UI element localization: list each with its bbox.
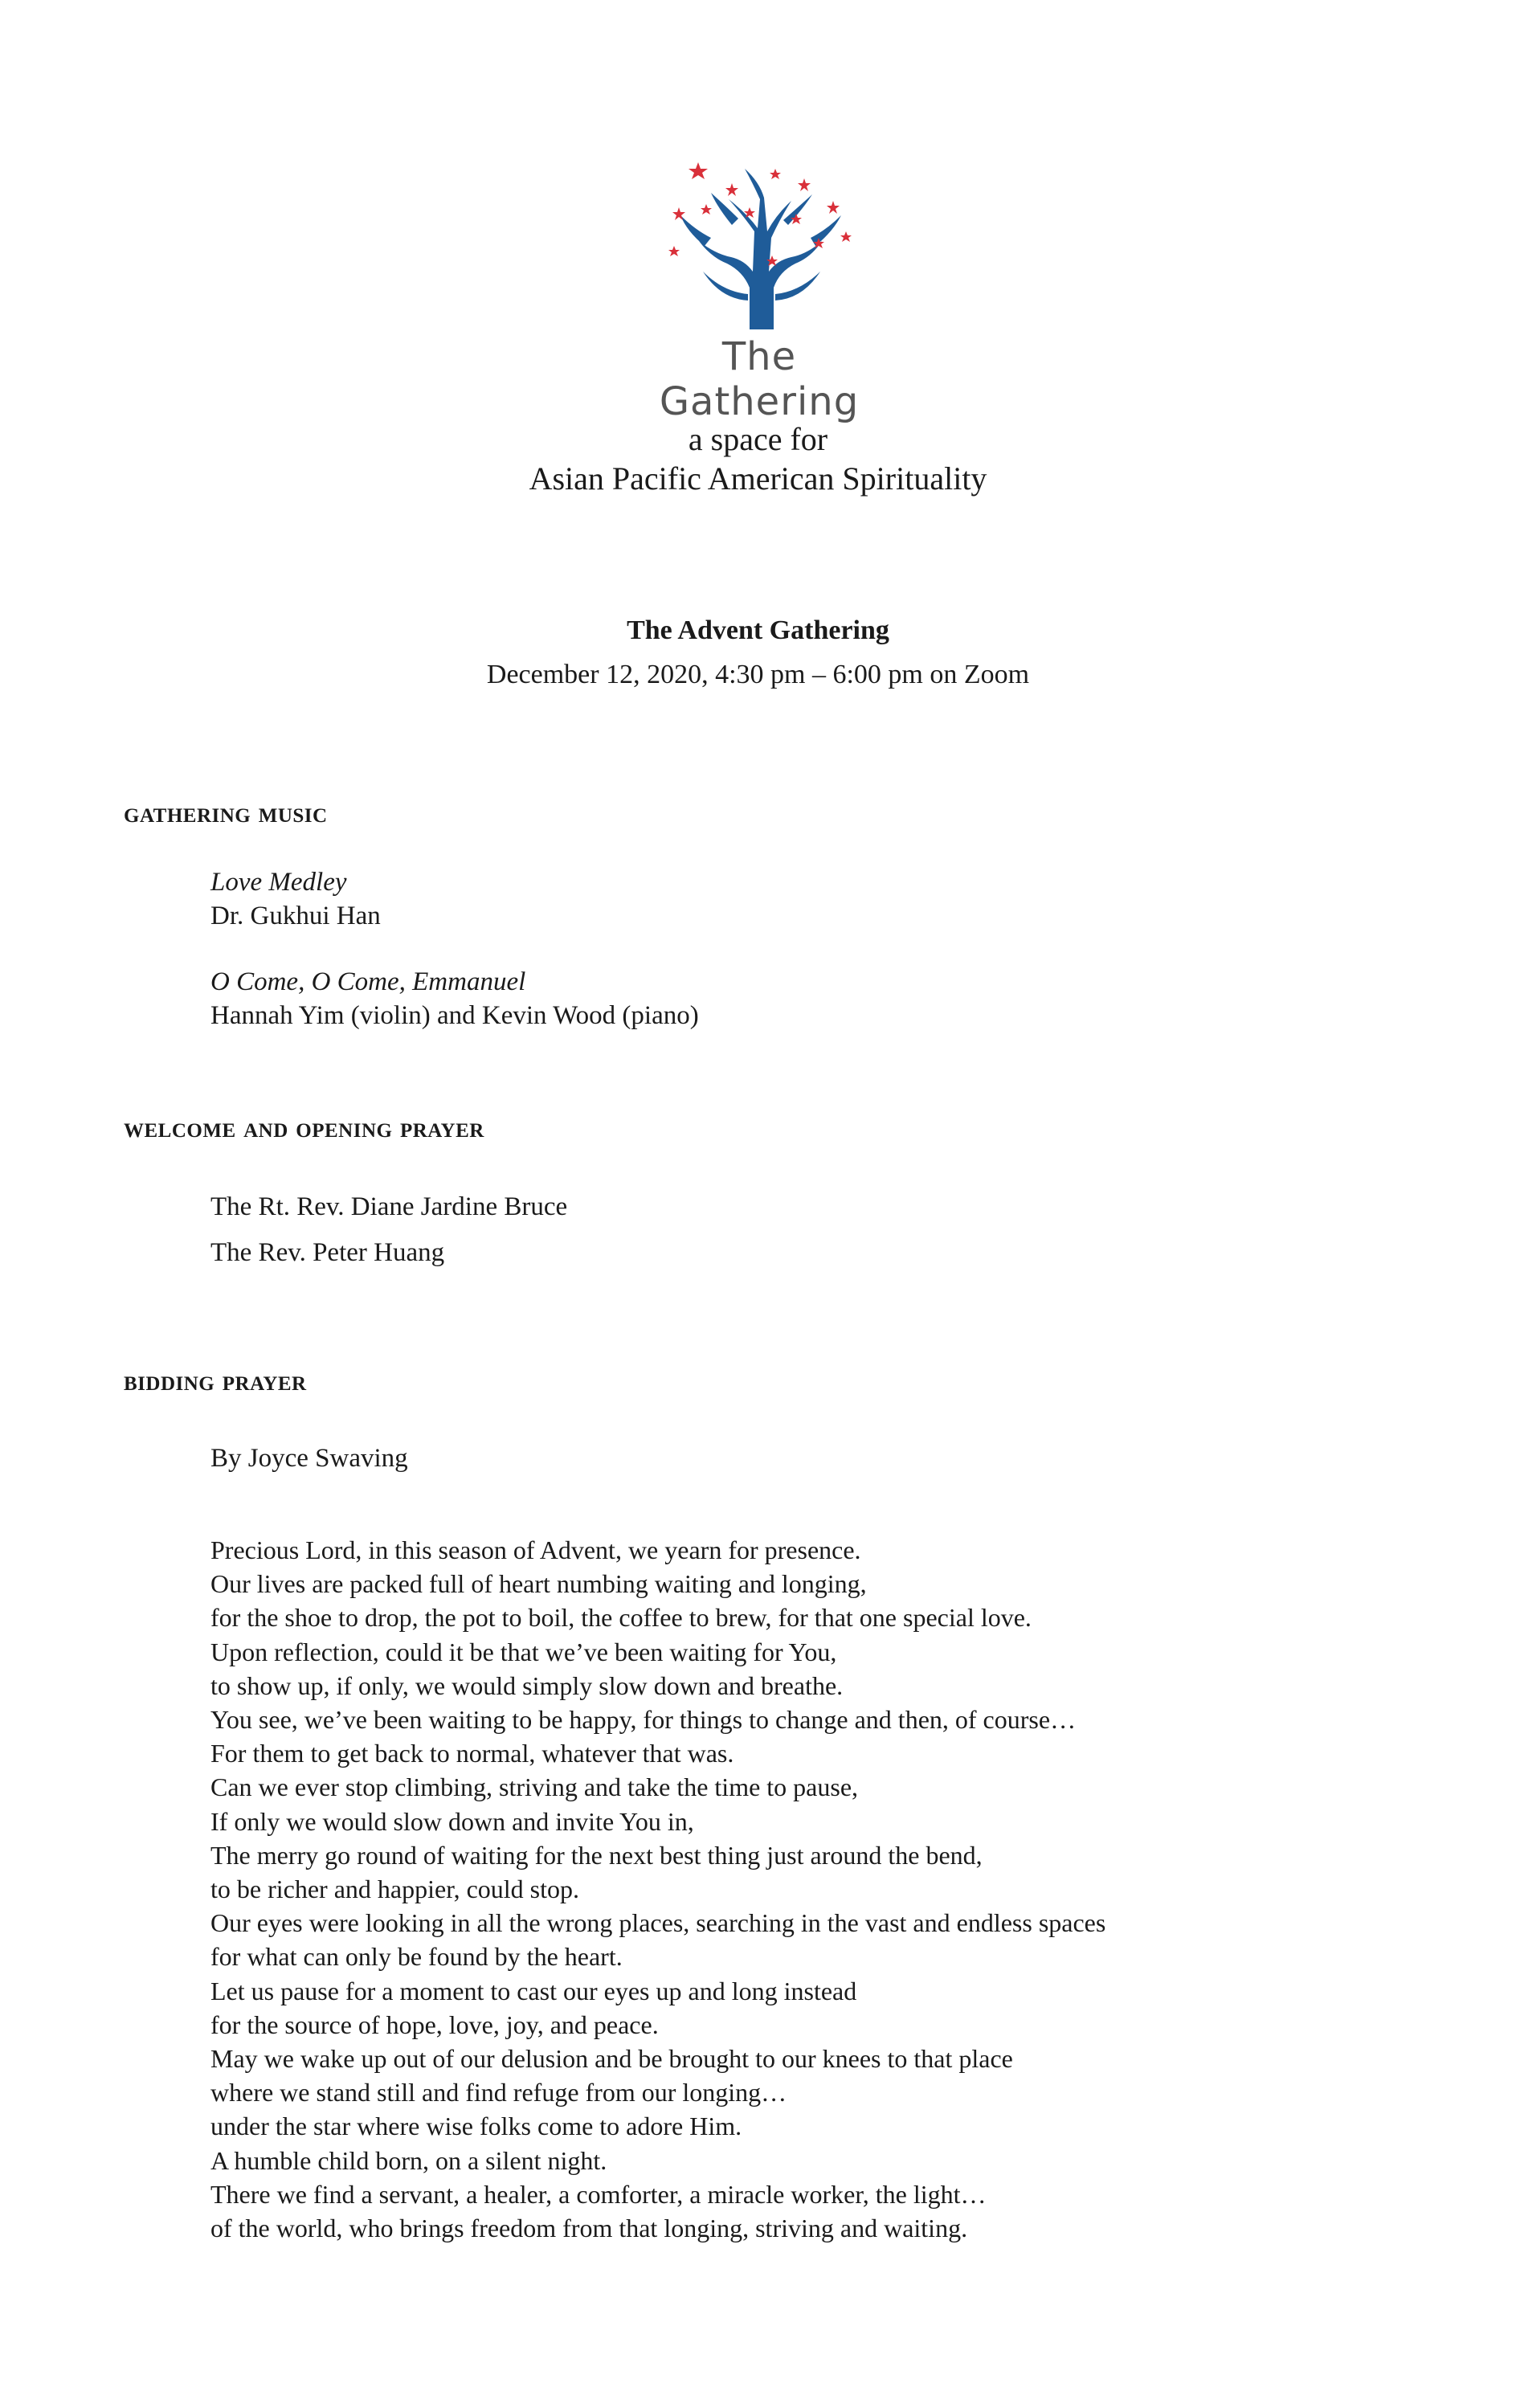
section-heading-gathering-music: gathering music [124,796,328,828]
section-heading-bidding-prayer: bidding prayer [124,1364,307,1396]
logo [655,151,864,424]
music-performer: Dr. Gukhui Han [210,901,381,930]
prayer-line: May we wake up out of our delusion and be brought to our knees to that place [210,2044,1013,2074]
logo-wordmark: The Gathering [659,334,860,424]
prayer-line: where we stand still and find refuge from our longing… [210,2078,787,2108]
music-performer: Hannah Yim (violin) and Kevin Wood (piano) [210,1001,699,1030]
prayer-line: of the world, who brings freedom from that longing, striving and waiting. [210,2214,968,2243]
prayer-line: You see, we’ve been waiting to be happy, for things to change and then, of course… [210,1705,1077,1735]
event-title: The Advent Gathering [627,615,889,645]
prayer-text [210,1533,1105,2245]
prayer-line: If only we would slow down and invite You in, [210,1806,694,1836]
prayer-line: For them to get back to normal, whatever that was. [210,1739,734,1768]
prayer-line: to be richer and happier, could stop. [210,1874,580,1904]
prayer-line: Can we ever stop climbing, striving and take the time to pause, [210,1772,859,1802]
prayer-line: There we find a servant, a healer, a comforter, a miracle worker, the light… [210,2179,987,2209]
prayer-line: Our lives are packed full of heart numbing waiting and longing, [210,1569,867,1599]
prayer-line: for what can only be found by the heart. [210,1942,623,1972]
section-heading-welcome: welcome and opening prayer [124,1111,484,1143]
tagline-line-1: a space for [688,421,828,457]
prayer-line: Precious Lord, in this season of Advent, we yearn for presence. [210,1535,861,1564]
tagline-line-2: Asian Pacific American Spirituality [529,460,987,497]
prayer-line: Upon reflection, could it be that we’ve been waiting for You, [210,1637,837,1666]
event-date: December 12, 2020, 4:30 pm – 6:00 pm on Zoom [486,660,1030,689]
tree-with-hands-and-stars-icon [655,151,864,336]
prayer-line: Let us pause for a moment to cast our eyes up and long instead [210,1976,857,2005]
prayer-line: for the source of hope, love, joy, and peace. [210,2009,659,2039]
officiant-name: The Rev. Peter Huang [210,1238,445,1267]
prayer-author: By Joyce Swaving [210,1444,408,1473]
music-title: Love Medley [210,868,347,897]
officiant-name: The Rt. Rev. Diane Jardine Bruce [210,1192,568,1221]
music-title: O Come, O Come, Emmanuel [210,967,526,996]
prayer-line: for the shoe to drop, the pot to boil, the coffee to brew, for that one special love. [210,1603,1032,1633]
prayer-line: under the star where wise folks come to adore Him. [210,2112,742,2141]
prayer-line: The merry go round of waiting for the next best thing just around the bend, [210,1840,983,1870]
prayer-line: A humble child born, on a silent night. [210,2145,607,2175]
prayer-line: to show up, if only, we would simply slow down and breathe. [210,1670,844,1700]
prayer-line: Our eyes were looking in all the wrong places, searching in the vast and endless spaces [210,1908,1106,1938]
